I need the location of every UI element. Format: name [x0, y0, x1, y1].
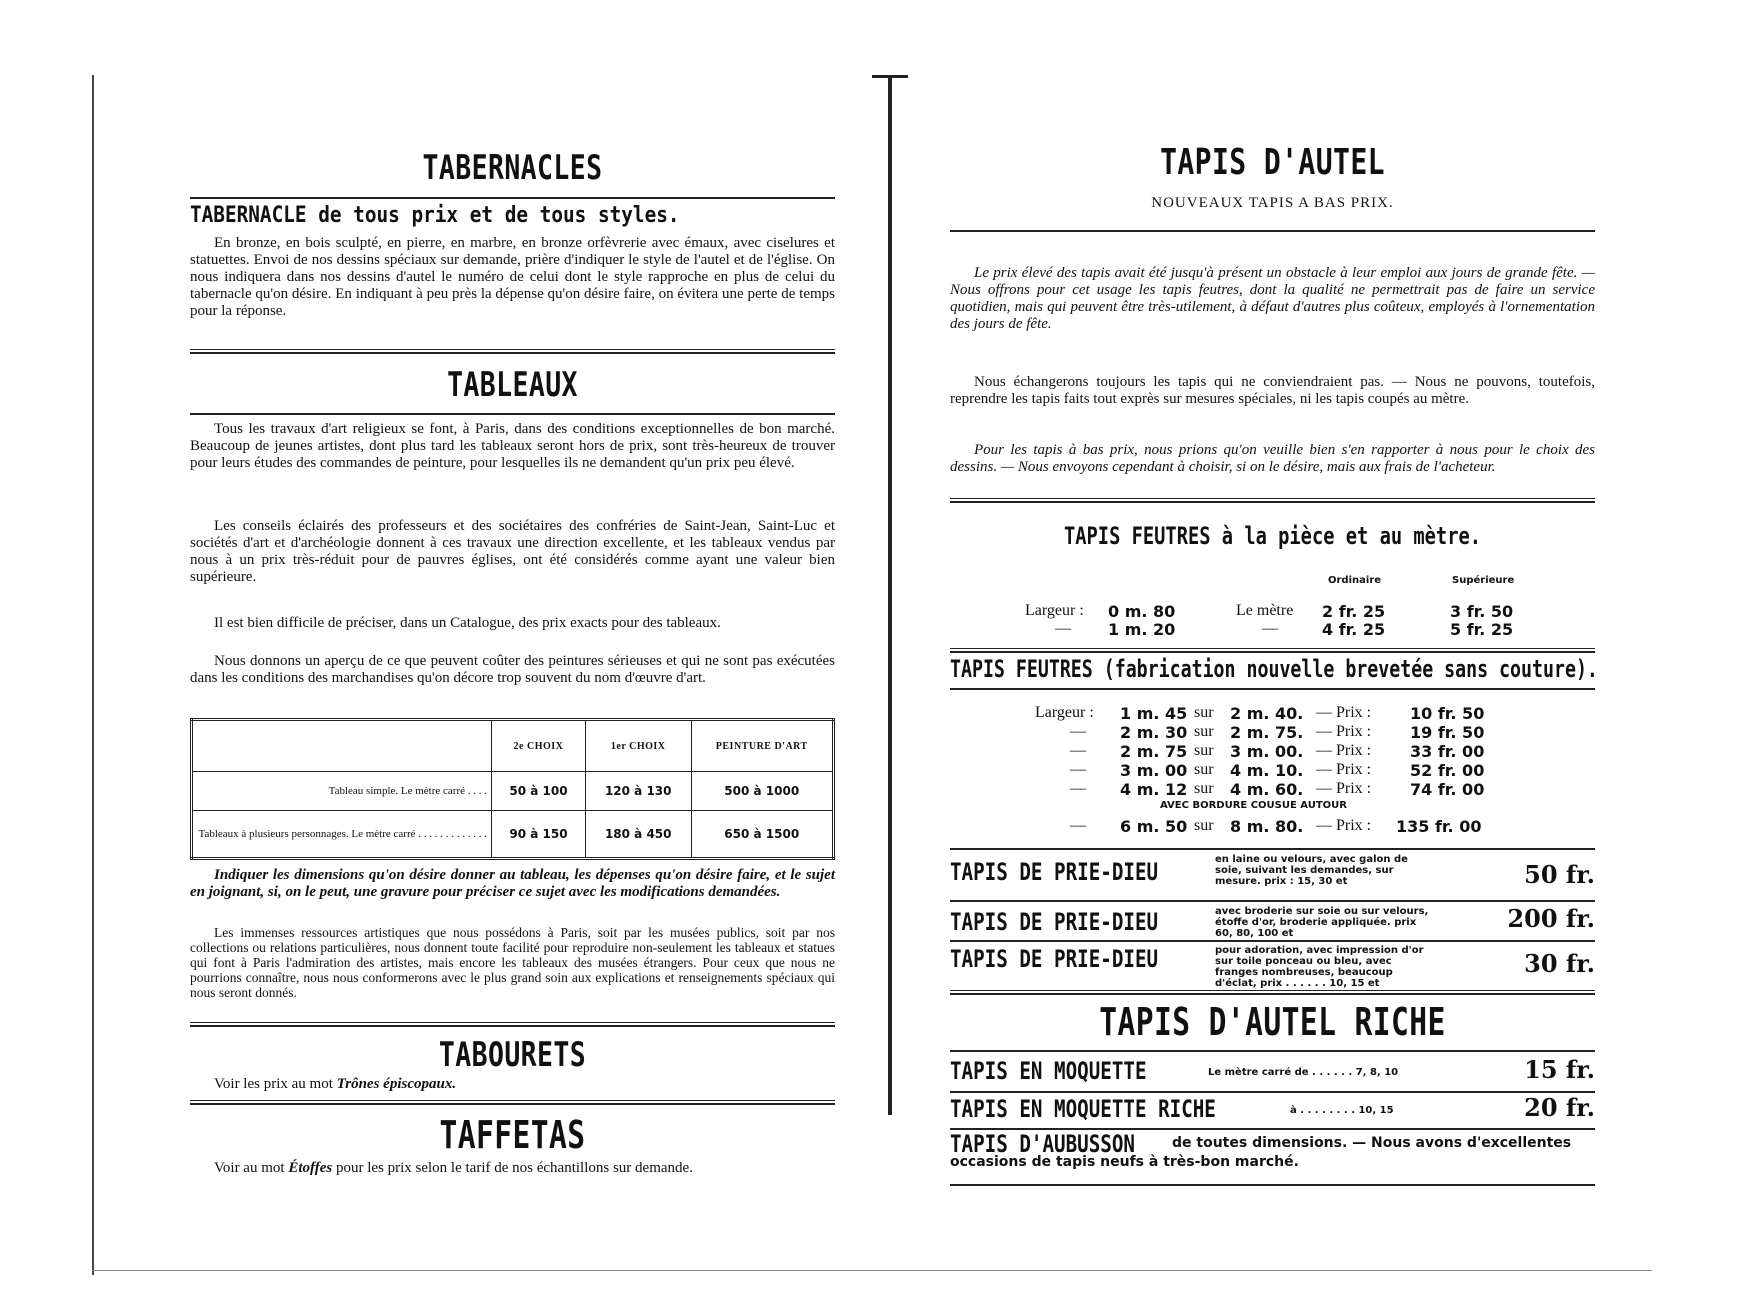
feutres2-price: 19 fr. 50 — [1410, 723, 1485, 742]
tapis-autel-riche-title: TAPIS D'AUTEL RICHE — [1099, 1000, 1446, 1044]
feutres2-a: 3 m. 00 — [1120, 761, 1188, 780]
tapis-autel-title: TAPIS D'AUTEL — [1160, 142, 1385, 183]
feutres2-a: 2 m. 75 — [1120, 742, 1188, 761]
double-rule — [190, 1100, 835, 1105]
prie-dieu-title: TAPIS DE PRIE-DIEU — [950, 858, 1159, 886]
bottom-page-edge — [92, 1270, 1652, 1271]
moquette-riche-desc: à . . . . . . . . 10, 15 — [1290, 1105, 1394, 1116]
table-cell: 50 à 100 — [492, 772, 586, 811]
table-row-label: Tableau simple. Le mètre carré . . . . — [192, 772, 492, 811]
tableaux-p3: Il est bien difficile de préciser, dans un Catalogue, des prix exacts pour des tableaux. — [214, 615, 721, 631]
prix-label: — Prix : — [1316, 742, 1372, 759]
rule — [950, 230, 1595, 232]
prix-label: — Prix : — [1316, 817, 1372, 834]
feutres2-b: 2 m. 75. — [1230, 723, 1304, 742]
table-header-row — [192, 720, 834, 772]
tableaux-title: TABLEAUX — [447, 365, 578, 405]
tableaux-p5: Indiquer les dimensions qu'on désire donner au tableau, les dépenses qu'on désire faire, et le sujet en joignant, si, on le peut, une gravure pour préciser ce sujet avec les modifications demandées. — [190, 867, 835, 900]
rule — [190, 197, 835, 199]
tapis-autel-p1: Le prix élevé des tapis avait été jusqu'à présent un obstacle à leur emploi aux jours de grande fête. — Nous offrons pour cet usage les tapis feutres, dont la qualité ne permettrait pas de faire un service quotidien, mais qui peuvent être très-utilement, à défaut d'autres plus coûteux, employés à l'ornementation des jours de fête. — [950, 265, 1595, 332]
table-header-1er-choix: 1er CHOIX — [585, 720, 691, 772]
table-cell: 180 à 450 — [585, 811, 691, 859]
bordure-label: AVEC BORDURE COUSUE AUTOUR — [1160, 800, 1347, 811]
table-row — [192, 811, 834, 859]
aubusson-title: TAPIS D'AUBUSSON — [950, 1130, 1135, 1158]
table-row — [192, 772, 834, 811]
taffetas-body — [190, 1160, 835, 1177]
tapis-autel-p2: Nous échangerons toujours les tapis qui ne conviendraient pas. — Nous ne pouvons, toutefois, reprendre les tapis faits tout exprès sur mesures spéciales, ni les tapis coupés au mètre. — [950, 374, 1595, 407]
feutres2-price: 52 fr. 00 — [1410, 761, 1485, 780]
tabernacles-title: TABERNACLES — [422, 148, 603, 188]
tabourets-link-text: Trônes épiscopaux. — [336, 1076, 457, 1092]
moquette-riche-row — [950, 1093, 1595, 1127]
prie-dieu-title: TAPIS DE PRIE-DIEU — [950, 908, 1159, 936]
prie-dieu-desc: pour adoration, avec impression d'or sur toile ponceau ou bleu, avec franges nombreuses, beaucoup d'éclat, prix . . . . . . 10, 15 et — [1215, 945, 1424, 989]
rule — [950, 900, 1595, 902]
rule — [950, 940, 1595, 942]
tabernacles-body: En bronze, en bois sculpté, en pierre, en marbre, en bronze orfèvrerie avec émaux, avec ciselures et statuettes. Envoi de nos dessins spéciaux sur demande, prière d'indiquer le style de l'autel et de l'église. On nous indiquera dans nos dessins d'autel le numéro de celui dont le style rapproche en plus de celui du tabernacle qu'on désire. En indiquant à peu près la dépense qu'on désire faire, on évitera une perte de temps pour la réponse. — [190, 235, 835, 319]
feutres2-title: TAPIS FEUTRES (fabrication nouvelle brevetée sans couture). — [950, 655, 1598, 683]
largeur-label: Largeur : — [1025, 602, 1084, 619]
largeur-label: — — [1070, 742, 1086, 759]
tapis-autel-p3: Pour les tapis à bas prix, nous prions qu'on veuille bien s'en rapporter à nous pour le choix des dessins. — Nous envoyons cependant à choisir, si on le désire, mais aux frais de l'acheteur. — [950, 442, 1595, 475]
feutres1-ord: 4 fr. 25 — [1322, 620, 1386, 639]
tableaux-p6: Les immenses ressources artistiques que nous possédons à Paris, soit par les musées publics, soit par nos collections ou relations particulières, nous donnent toute facilité pour reproduire non-seulement les tableaux et statues qui font à Paris l'admiration des artistes, mais encore les tableaux des musées étrangers. Pour ceux que nous ne pourrions connaître, nous nous conformerons avec le plus grand soin aux explications et renseignements spéciaux qui nous seront donnés. — [190, 925, 835, 1000]
sur-label: sur — [1194, 780, 1214, 797]
prix-label: — Prix : — [1316, 723, 1372, 740]
feutres2-b: 4 m. 60. — [1230, 780, 1304, 799]
prie-dieu-row — [950, 904, 1595, 938]
prie-dieu-price: 200 fr. — [1507, 904, 1595, 933]
feutres2-b: 3 m. 00. — [1230, 742, 1304, 761]
feutres1-width: 1 m. 20 — [1108, 620, 1176, 639]
double-rule — [950, 648, 1595, 653]
double-rule — [190, 1022, 835, 1027]
table-header-peinture-art: PEINTURE D'ART — [691, 720, 833, 772]
sur-label: sur — [1194, 723, 1214, 740]
feutres1-title: TAPIS FEUTRES à la pièce et au mètre. — [1063, 522, 1482, 550]
feutres2-a: 2 m. 30 — [1120, 723, 1188, 742]
feutres1-col-superieure: Supérieure — [1452, 575, 1515, 586]
tableaux-p1: Tous les travaux d'art religieux se font, à Paris, dans des conditions exceptionnelles de bon marché. Beaucoup de jeunes artistes, dont plus tard les tableaux seront hors de prix, sont très-heureux de trouver pour leurs études des commandes de peinture, pour lesquelles ils ne demandent qu'un prix peu élevé. — [190, 421, 835, 471]
tabourets-title: TABOURETS — [438, 1035, 587, 1075]
tableaux-price-table — [190, 718, 835, 860]
largeur-label: Largeur : — [1035, 704, 1094, 721]
taffetas-body-text: Voir au mot — [214, 1160, 289, 1176]
rule — [950, 1050, 1595, 1052]
largeur-label: — — [1070, 723, 1086, 740]
prie-dieu-row — [950, 943, 1595, 987]
tableaux-p4: Nous donnons un aperçu de ce que peuvent coûter des peintures sérieuses et qui ne sont pas exécutées dans les conditions des marchandises qu'on décore trop souvent du nom d'œuvre d'art. — [190, 653, 835, 686]
table-header-2e-choix: 2e CHOIX — [492, 720, 586, 772]
double-rule — [950, 498, 1595, 503]
feutres2-b: 4 m. 10. — [1230, 761, 1304, 780]
double-rule — [190, 349, 835, 354]
left-page-edge — [92, 75, 94, 1275]
sur-label: sur — [1194, 817, 1214, 834]
table-header-empty — [192, 720, 492, 772]
moquette-desc: Le mètre carré de . . . . . . 7, 8, 10 — [1208, 1067, 1399, 1078]
moquette-title: TAPIS EN MOQUETTE — [950, 1057, 1147, 1085]
dash: — — [1055, 620, 1071, 637]
rule — [950, 848, 1595, 850]
aubusson-row — [950, 1130, 1595, 1178]
prie-dieu-price: 50 fr. — [1524, 860, 1595, 889]
moquette-price: 15 fr. — [1524, 1055, 1595, 1084]
book-spine — [888, 75, 892, 1115]
sur-label: sur — [1194, 742, 1214, 759]
dash: — — [1262, 620, 1278, 637]
bordure-a: 6 m. 50 — [1120, 817, 1188, 836]
bordure-b: 8 m. 80. — [1230, 817, 1304, 836]
feutres1-ord: 2 fr. 25 — [1322, 602, 1386, 621]
tabernacle-subtitle: TABERNACLE de tous prix et de tous styles. — [190, 203, 680, 228]
metre-label: Le mètre — [1236, 602, 1294, 619]
feutres2-price: 10 fr. 50 — [1410, 704, 1485, 723]
tabourets-body — [190, 1076, 835, 1093]
table-cell: 90 à 150 — [492, 811, 586, 859]
prie-dieu-title: TAPIS DE PRIE-DIEU — [950, 945, 1159, 973]
sur-label: sur — [1194, 704, 1214, 721]
prie-dieu-desc: avec broderie sur soie ou sur velours, étoffe d'or, broderie appliquée. prix 60, 80, 100 et — [1215, 906, 1429, 939]
prie-dieu-price: 30 fr. — [1524, 949, 1595, 978]
feutres1-width: 0 m. 80 — [1108, 602, 1176, 621]
table-row-label: Tableaux à plusieurs personnages. Le mètre carré . . . . . . . . . . . . . — [192, 811, 492, 859]
feutres2-b: 2 m. 40. — [1230, 704, 1304, 723]
feutres2-price: 33 fr. 00 — [1410, 742, 1485, 761]
feutres2-a: 1 m. 45 — [1120, 704, 1188, 723]
largeur-label: — — [1070, 780, 1086, 797]
prie-dieu-desc: en laine ou velours, avec galon de soie, suivant les demandes, sur mesure. prix : 15, 30 et — [1215, 854, 1408, 887]
taffetas-link-text: Étoffes — [288, 1160, 333, 1176]
aubusson-desc: de toutes dimensions. — Nous avons d'excellentes occasions de tapis neufs à très-bon marché. — [950, 1135, 1572, 1170]
prix-label: — Prix : — [1316, 704, 1372, 721]
moquette-riche-price: 20 fr. — [1524, 1093, 1595, 1122]
tabourets-body-text: Voir les prix au mot — [214, 1076, 337, 1092]
rule — [950, 1184, 1595, 1186]
moquette-riche-title: TAPIS EN MOQUETTE RICHE — [950, 1095, 1216, 1123]
bordure-price: 135 fr. 00 — [1396, 817, 1482, 836]
feutres1-col-ordinaire: Ordinaire — [1328, 575, 1382, 586]
prix-label: — Prix : — [1316, 780, 1372, 797]
table-cell: 500 à 1000 — [691, 772, 833, 811]
double-rule — [950, 990, 1595, 995]
feutres2-a: 4 m. 12 — [1120, 780, 1188, 799]
moquette-row — [950, 1053, 1595, 1089]
sur-label: sur — [1194, 761, 1214, 778]
tableaux-p2: Les conseils éclairés des professeurs et des sociétaires des confréries de Saint-Jean, Saint-Luc et sociétés d'art et d'archéologie donnent à ces travaux une direction excellente, et les tableaux vendus par nous à un prix très-réduit pour de pauvres églises, ont été considérés comme ayant une valeur bien supérieure. — [190, 518, 835, 585]
tapis-autel-subtitle: NOUVEAUX TAPIS A BAS PRIX. — [1151, 195, 1394, 211]
table-cell: 120 à 130 — [585, 772, 691, 811]
feutres2-price: 74 fr. 00 — [1410, 780, 1485, 799]
table-cell: 650 à 1500 — [691, 811, 833, 859]
rule — [190, 413, 835, 415]
prix-label: — Prix : — [1316, 761, 1372, 778]
taffetas-title: TAFFETAS — [439, 1113, 586, 1157]
taffetas-body-text-end: pour les prix selon le tarif de nos échantillons sur demande. — [332, 1160, 693, 1176]
feutres1-sup: 3 fr. 50 — [1450, 602, 1514, 621]
feutres1-sup: 5 fr. 25 — [1450, 620, 1514, 639]
prie-dieu-row — [950, 852, 1595, 896]
largeur-label: — — [1070, 761, 1086, 778]
rule — [950, 688, 1595, 690]
